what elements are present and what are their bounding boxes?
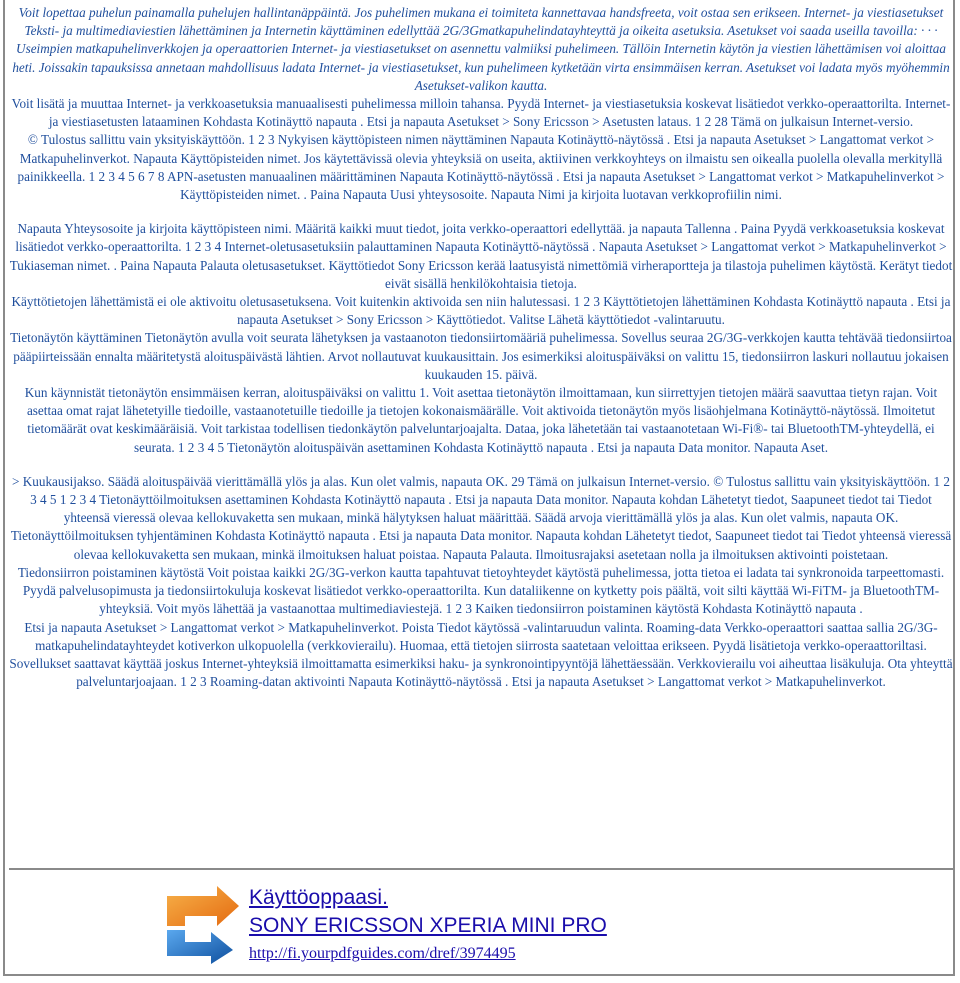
paragraph-11: Etsi ja napauta Asetukset > Langattomat verkot > Matkapuhelinverkot. Poista Tiedot käytössä -valintaruudun valinta. Roaming-data Verkko-operaattori saattaa sallia 2G/3G-matkapuhelindatayhteydet kotiverkon ulkopuolella (verkkovierailu). Huomaa, että tietojen siirrosta saatetaan veloittaa erikseen. Pyydä lisätietoja verkko-operaattoriltasi. Sovellukset saattavat käyttää joskus Internet-yhteyksiä ilmoittamatta esimerkiksi haku- ja synkronointipyyntöjä lähettäessään. Verkkovierailu voi aiheuttaa lisäkuluja. Ota yhteyttä palveluntarjoajaan. 1 2 3 Roaming-datan aktivointi Napauta Kotinäyttö-näytössä . Etsi ja napauta Asetukset > Langattomat verkot > Matkapuhelinverkot.	[9, 619, 953, 690]
paragraph-gap	[9, 204, 953, 220]
paragraph-gap	[9, 457, 953, 473]
paragraph-5: Käyttötietojen lähettämistä ei ole aktivoitu oletusasetuksena. Voit kuitenkin aktivoida sen niin halutessasi. 1 2 3 Käyttötietojen lähettäminen Kohdasta Kotinäyttö napauta . Etsi ja napauta Asetukset > Sony Ericsson > Käyttötiedot. Valitse Lähetä käyttötiedot -valintaruutu.	[11, 294, 951, 328]
paragraph-2: Voit lisätä ja muuttaa Internet- ja verkkoasetuksia manuaalisesti puhelimessa milloin tahansa. Pyydä Internet- ja viestiasetuksia koskevat lisätiedot verkko-operaattorilta. Internet- ja viestiasetusten lataaminen Kohdasta Kotinäyttö napauta . Etsi ja napauta Asetukset > Sony Ericsson > Asetusten lataus. 1 2 28 Tämä on julkaisun Internet-versio.	[11, 96, 951, 130]
footer-banner	[9, 868, 953, 972]
guide-arrow-logo-icon	[159, 884, 243, 964]
user-guide-link[interactable]: Käyttöoppaasi.	[249, 886, 388, 909]
source-url-link[interactable]: http://fi.yourpdfguides.com/dref/3974495	[249, 945, 516, 962]
paragraph-1: Voit lopettaa puhelun painamalla puhelujen hallintanäppäintä. Jos puhelimen mukana ei toimiteta kannettavaa handsfreeta, voit ostaa sen erikseen. Internet- ja viestiasetukset Teksti- ja multimediaviestien lähettäminen ja Internetin käyttäminen edellyttää 2G/3Gmatkapuhelindatayhteyttä ja oikeita asetuksia. Asetukset voi saada useilla tavoilla: · · · Useimpien matkapuhelinverkkojen ja operaattorien Internet- ja viestiasetukset on asennettu valmiiksi puhelimeen. Tällöin Internetin käytön ja viestien lähettämisen voi aloittaa heti. Joissakin tapauksissa annetaan mahdollisuus ladata Internet- ja viestiasetukset, kun puhelimeen kytketään virta ensimmäisen kerran. Asetukset voi ladata myös myöhemmin Asetukset-valikon kautta.	[12, 5, 950, 93]
paragraph-10: Tiedonsiirron poistaminen käytöstä Voit poistaa kaikki 2G/3G-verkon kautta tapahtuvat tietoyhteydet käytöstä puhelimessa, jotta tietoa ei ladata tai synkronoida tarpeettomasti. Pyydä palvelusopimusta ja tiedonsiirtokuluja koskevat lisätiedot verkko-operaattorilta. Kun dataliikenne on kytketty pois päältä, voit silti käyttää Wi-FiTM- ja BluetoothTM-yhteyksiä. Voit myös lähettää ja vastaanottaa multimediaviestejä. 1 2 3 Kaiken tiedonsiirron poistaminen käytöstä Kohdasta Kotinäyttö napauta .	[17, 564, 945, 617]
footer-links	[249, 884, 607, 966]
paragraph-9: Tietonäyttöilmoituksen tyhjentäminen Kohdasta Kotinäyttö napauta . Etsi ja napauta Data monitor. Napauta kohdan Lähetetyt tiedot, Saapuneet tiedot tai Tiedot yhteensä vieressä olevaa kellokuvaketta sen mukaan, minkä ilmoituksen haluat poistaa. Napauta Palauta. Ilmoitusrajaksi asetetaan nolla ja ilmoituksen aktivointi poistetaan.	[10, 528, 952, 562]
paragraph-4: Napauta Yhteysosoite ja kirjoita käyttöpisteen nimi. Määritä kaikki muut tiedot, joita verkko-operaattori edellyttää. ja napauta Tallenna . Paina Pyydä verkkoasetuksia koskevat lisätiedot verkko-operaattorilta. 1 2 3 4 Internet-oletusasetuksiin palauttaminen Napauta Kotinäyttö-näytössä . Napauta Asetukset > Langattomat verkot > Matkapuhelinverkot > Tukiaseman nimet. . Paina Napauta Palauta oletusasetukset. Käyttötiedot Sony Ericsson kerää laatusyistä nimettömiä virheraportteja ja tilastoja puhelimen käytöstä. Kerätyt tiedot eivät sisällä henkilökohtaisia tietoja.	[9, 221, 953, 291]
document-page	[3, 0, 955, 976]
paragraph-6: Tietonäytön käyttäminen Tietonäytön avulla voit seurata lähetyksen ja vastaanoton tiedonsiirtomääriä puhelimessa. Sovellus seuraa 2G/3G-verkkojen kautta tehtävää tiedonsiirtoa pääpiirteissään ennalta määritetystä aloituspäivästä lähtien. Arvot nollautuvat kuukausittain. Jos esimerkiksi aloituspäiväksi on valittu 15, tiedonsiirron laskuri nollautuu jokaisen kuukauden 15. päivä.	[10, 330, 952, 382]
paragraph-8: > Kuukausijakso. Säädä aloituspäivää vierittämällä ylös ja alas. Kun olet valmis, napauta OK. 29 Tämä on julkaisun Internet-versio. © Tulostus sallittu vain yksityiskäyttöön. 1 2 3 4 5 1 2 3 4 Tietonäyttöilmoituksen asettaminen Kohdasta Kotinäyttö napauta . Etsi ja napauta Data monitor. Napauta kohdan Lähetetyt tiedot, Saapuneet tiedot tai Tiedot yhteensä vieressä olevaa kellokuvaketta sen mukaan, minkä hälytyksen haluat määrittää. Säädä arvoja vierittämällä ylös ja alas. Kun olet valmis, napauta OK.	[12, 473, 950, 526]
paragraph-7: Kun käynnistät tietonäytön ensimmäisen kerran, aloituspäiväksi on valittu 1. Voit asettaa tietonäytön ilmoittamaan, kun siirrettyjen tietojen määrä saavuttaa tietyn rajan. Voit asettaa omat rajat lähetetyille tiedoille, vastaanotetuille tiedoille ja tietojen kokonaismäärälle. Voit aktivoida tietonäytön myös lisäohjelmana Kotinäyttö-näytössä. Ilmoitetut tietomäärät ovat keskimääräisiä. Voit tarkistaa todellisen tiedonkäytön palveluntarjoajalta. Dataa, joka lähetetään tai vastaanotetaan Wi-Fi®- tai BluetoothTM-yhteydellä, ei seurata. 1 2 3 4 5 Tietonäytön aloituspäivän asettaminen Kohdasta Kotinäyttö napauta . Etsi ja napauta Data monitor. Napauta Aset.	[24, 385, 938, 455]
model-link[interactable]: SONY ERICSSON XPERIA MINI PRO	[249, 914, 607, 937]
document-body	[9, 4, 953, 691]
paragraph-3: © Tulostus sallittu vain yksityiskäyttöön. 1 2 3 Nykyisen käyttöpisteen nimen näyttäminen Napauta Kotinäyttö-näytössä . Etsi ja napauta Asetukset > Langattomat verkot > Matkapuhelinverkot. Napauta Käyttöpisteiden nimet. Jos käytettävissä olevia yhteyksiä on useita, aktiivinen verkkoyhteys on ilmaistu sen oikealla puolella olevalla merkityllä painikkeella. 1 2 3 4 5 6 7 8 APN-asetusten manuaalinen määrittäminen Napauta Kotinäyttö-näytössä . Etsi ja napauta Asetukset > Langattomat verkot > Matkapuhelinverkot > Käyttöpisteiden nimet. . Paina Napauta Uusi yhteysosoite. Napauta Nimi ja kirjoita luotavan verkkoprofiilin nimi.	[17, 132, 945, 203]
